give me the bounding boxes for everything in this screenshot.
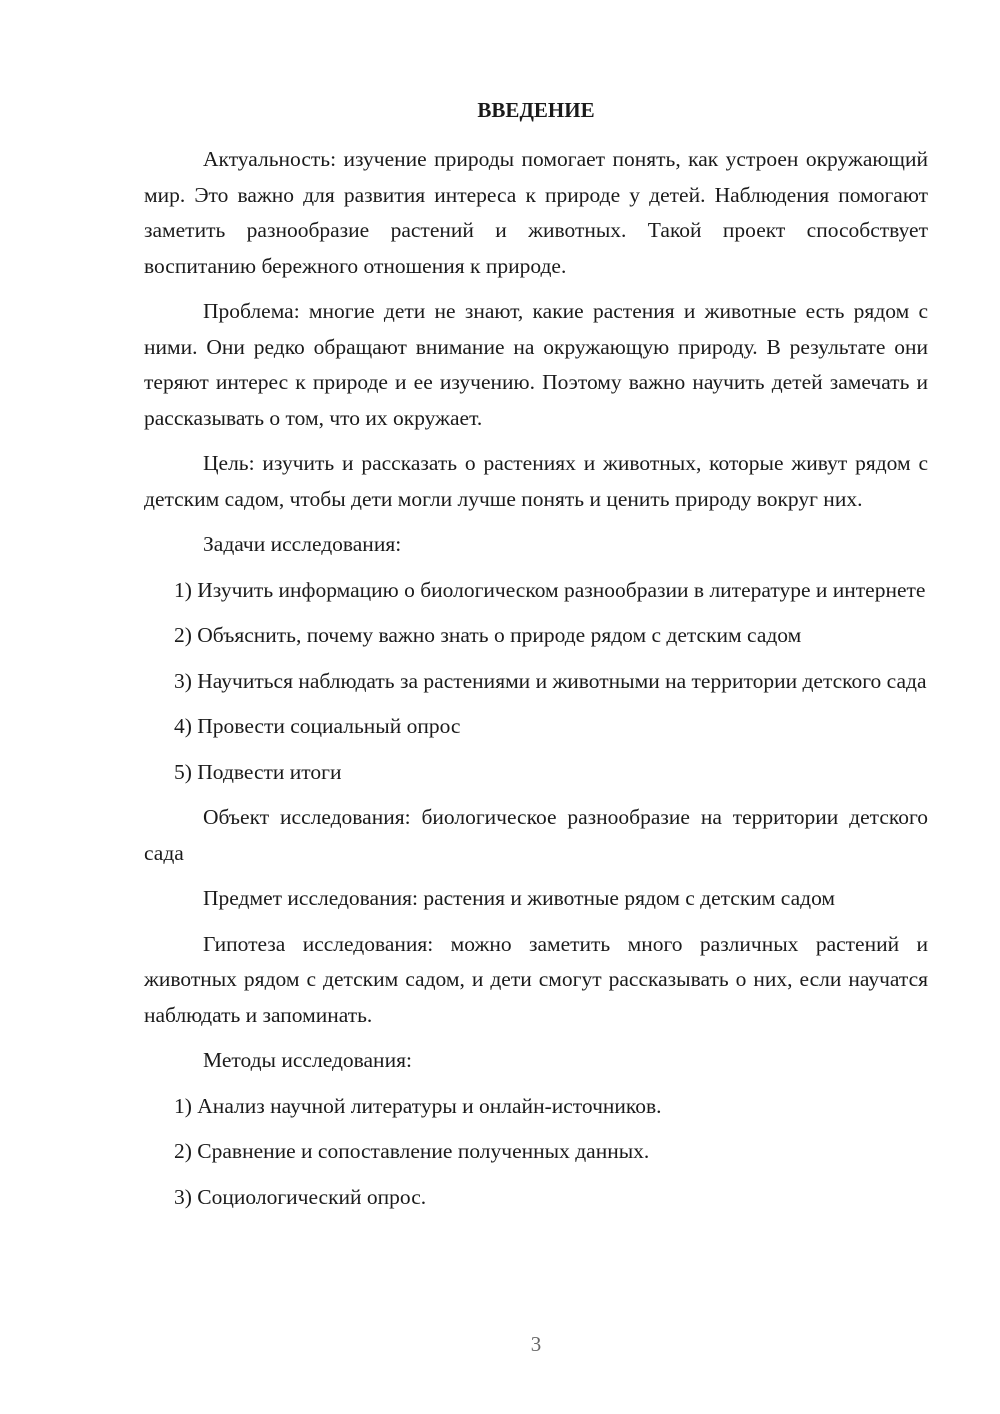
task-item: 4) Провести социальный опрос [174,714,461,738]
object-paragraph: Объект исследования: биологическое разнообразие на территории детского сада [144,805,928,865]
task-item: 2) Объяснить, почему важно знать о природе рядом с детским садом [174,623,802,647]
task-item: 1) Изучить информацию о биологическом разнообразии в литературе и интернете [174,577,926,602]
relevance-paragraph: Актуальность: изучение природы помогает понять, как устроен окружающий мир. Это важно для развития интереса к природе у детей. Наблюдения помогают заметить разнообразие растений и животных. Такой проект способствует воспитанию бережного отношения к природе. [144,147,928,278]
goal-paragraph: Цель: изучить и рассказать о растениях и животных, которые живут рядом с детским садом, чтобы дети могли лучше понять и ценить природу вокруг них. [144,451,928,511]
task-item: 3) Научиться наблюдать за растениями и животными на территории детского сада [174,668,927,693]
document-page [144,92,928,1225]
method-item: 1) Анализ научной литературы и онлайн-источников. [174,1093,662,1118]
page-title: ВВЕДЕНИЕ [477,98,595,122]
tasks-title: Задачи исследования: [203,532,402,556]
methods-title: Методы исследования: [203,1048,412,1072]
method-item: 2) Сравнение и сопоставление полученных данных. [174,1139,650,1163]
subject-paragraph: Предмет исследования: растения и животные рядом с детским садом [203,886,836,910]
page-number: 3 [530,1332,542,1356]
problem-paragraph: Проблема: многие дети не знают, какие растения и животные есть рядом с ними. Они редко обращают внимание на окружающую природу. В результате они теряют интерес к природе и ее изучению. Поэтому важно научить детей замечать и рассказывать о том, что их окружает. [144,299,928,430]
method-item: 3) Социологический опрос. [174,1184,427,1209]
task-item: 5) Подвести итоги [174,759,342,784]
hypothesis-paragraph: Гипотеза исследования: можно заметить много различных растений и животных рядом с детским садом, и дети смогут рассказывать о них, если научатся наблюдать и запоминать. [144,931,928,1027]
